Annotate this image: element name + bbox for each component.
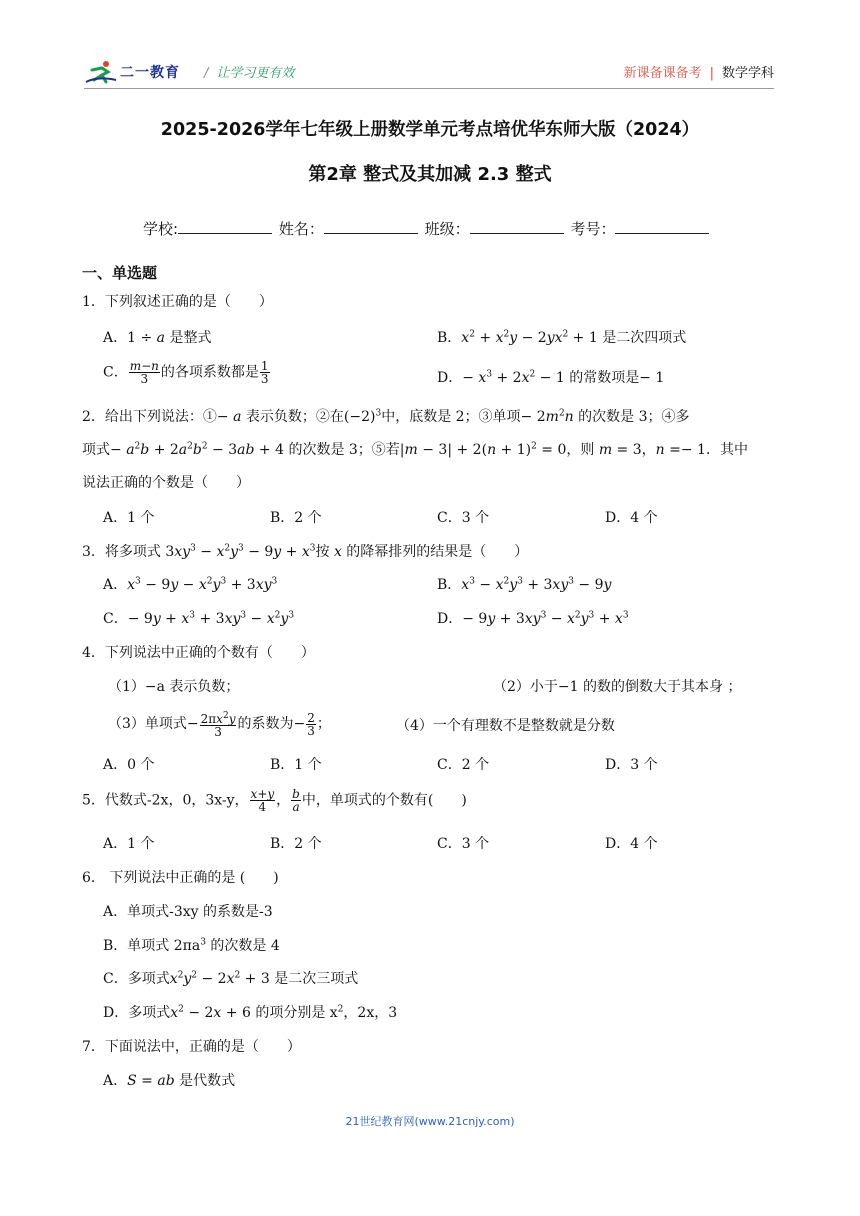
- q4-statement-3: （3）单项式− $\frac{2\pi x^2y}{3}$ 的系数为− $\frac{2}{3}$ ；: [108, 710, 331, 739]
- q5-option-a: A．1 个: [103, 836, 155, 852]
- q6-option-c: C．多项式$x^2y^2 - 2x^2 + 3$ 是二次三项式: [103, 970, 359, 987]
- page-header: [84, 56, 774, 92]
- q2-option-b: B．2 个: [270, 510, 322, 526]
- q6-option-d: D．多项式$x^2 - 2x + 6$ 的项分别是 $x^2$，2x，3: [103, 1004, 398, 1021]
- q3-option-d: D．− $9y + 3xy^3 - x^2y^3 + x^3$: [437, 610, 629, 627]
- q6-option-b: B．单项式 $2\pi a^3$ 的次数是 4: [103, 937, 280, 954]
- section-heading: 一、单选题: [82, 264, 158, 282]
- school-field[interactable]: [178, 219, 272, 234]
- q1-option-a: A．1 ÷ a 是整式: [103, 330, 212, 346]
- q1-option-d: D．− $x^3 + 2x^2 - 1$ 的常数项是− 1: [437, 369, 665, 386]
- header-right: 新课备课备考 | 数学学科: [623, 66, 774, 81]
- question-7: 7．下面说法中，正确的是（ ）: [82, 1039, 301, 1055]
- q4-option-a: A．0 个: [103, 757, 155, 773]
- q3-option-b: B．$x^3 - x^2y^3 + 3xy^3 - 9y$: [437, 576, 612, 593]
- page-title: 2025-2026学年七年级上册数学单元考点培优华东师大版（2024）: [160, 120, 700, 140]
- question-5: 5．代数式-2x，0，3x-y， $\frac{x+y}{4}$ ， $\frac{b}{a}$ 中，单项式的个数有( ): [82, 787, 467, 814]
- q5-option-b: B．2 个: [270, 836, 322, 852]
- student-info-fields: 学校: 姓名： 班级： 考号：: [143, 218, 711, 239]
- question-2-line-3: 说法正确的个数是（ ）: [82, 475, 250, 491]
- logo-text: 二一教育: [120, 65, 180, 81]
- footer-source: 21世纪教育网(www.21cnjy.com): [345, 1115, 515, 1128]
- question-2-line-2: 项式− $a^2b + 2a^2b^2 - 3ab + 4$ 的次数是 3；⑤若$|m - 3| + 2(n + 1)^2 = 0$，则 m = 3，n =− 1．其中: [82, 441, 748, 458]
- q4-option-b: B．1 个: [270, 757, 322, 773]
- q7-option-a: A．S = ab 是代数式: [103, 1073, 236, 1089]
- runner-logo-icon: [84, 60, 118, 84]
- q4-statement-1: （1）−a 表示负数；: [108, 679, 240, 695]
- question-3: 3．将多项式 $3xy^3 - x^2y^3 - 9y + x^3$按 x 的降幂排列的结果是（ ）: [82, 543, 529, 560]
- header-divider: [84, 88, 774, 89]
- exam-number-field[interactable]: [615, 219, 709, 234]
- page-subtitle: 第2章 整式及其加减 2.3 整式: [308, 164, 552, 185]
- q1-option-c: C． $\frac{m-n}{3}$ 的各项系数都是 $\frac{1}{3}$: [103, 359, 269, 386]
- q4-statement-4: （4）一个有理数不是整数就是分数: [396, 718, 615, 734]
- question-6: 6． 下列说法中正确的是 ( ): [82, 870, 279, 886]
- q3-option-a: A．$x^3 - 9y - x^2y^3 + 3xy^3$: [103, 576, 278, 593]
- q6-option-a: A．单项式-3xy 的系数是-3: [103, 904, 273, 920]
- q5-option-c: C．3 个: [437, 836, 490, 852]
- question-2-line-1: 2．给出下列说法：①− a 表示负数；②在$(-2)^3$中，底数是 2；③单项− $2m^2n$ 的次数是 3；④多: [82, 408, 690, 425]
- question-4: 4．下列说法中正确的个数有（ ）: [82, 645, 315, 661]
- logo: [84, 60, 180, 84]
- q3-option-c: C．− $9y + x^3 + 3xy^3 - x^2y^3$: [103, 610, 295, 627]
- q4-statement-2: （2）小于−1 的数的倒数大于其本身 ；: [493, 679, 742, 695]
- class-field[interactable]: [470, 219, 564, 234]
- q2-option-a: A．1 个: [103, 510, 155, 526]
- question-1: 1．下列叙述正确的是（ ）: [82, 294, 273, 310]
- name-field[interactable]: [324, 219, 418, 234]
- q4-option-d: D．3 个: [605, 757, 658, 773]
- q2-option-c: C．3 个: [437, 510, 490, 526]
- q1-option-b: B．$x^2 + x^2y - 2yx^2 + 1$ 是二次四项式: [437, 329, 687, 346]
- q5-option-d: D．4 个: [605, 836, 658, 852]
- q2-option-d: D．4 个: [605, 510, 658, 526]
- q4-option-c: C．2 个: [437, 757, 490, 773]
- slogan: / 让学习更有效: [204, 66, 295, 81]
